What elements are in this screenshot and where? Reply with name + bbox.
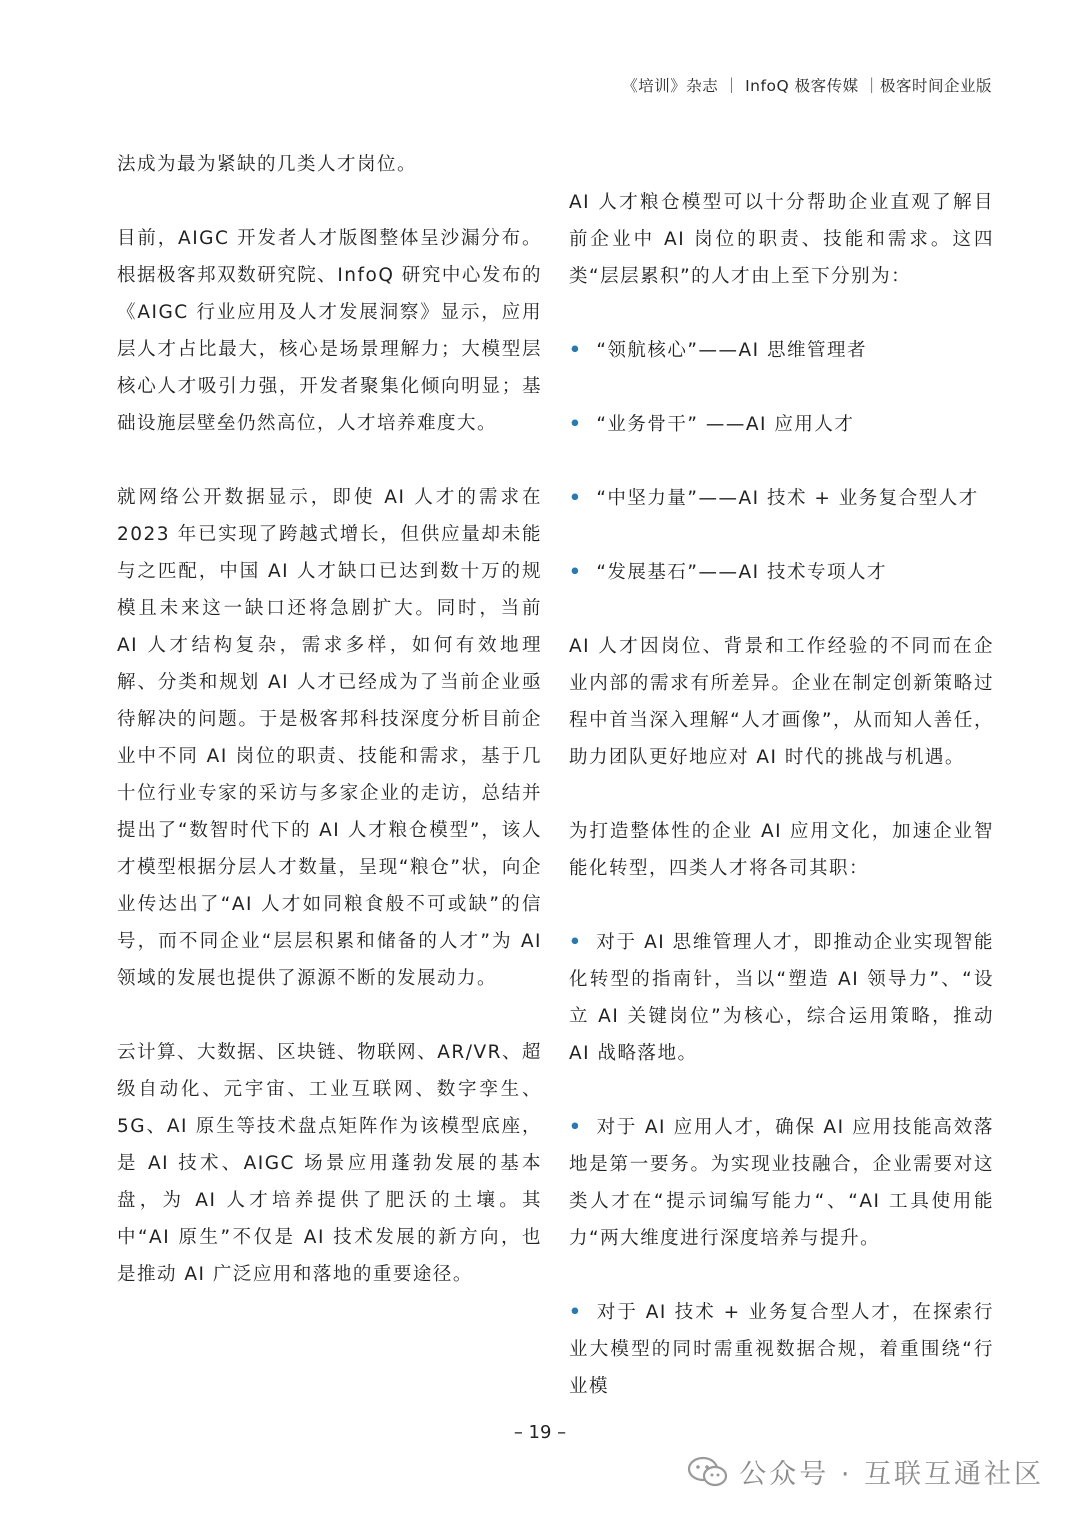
right-paragraph-1: AI 人才粮仓模型可以十分帮助企业直观了解目前企业中 AI 岗位的职责、技能和需求。这四类“层层累积”的人才由上至下分别为：: [569, 192, 994, 287]
right-paragraph-2: AI 人才因岗位、背景和工作经验的不同而在企业内部的需求有所差异。企业在制定创新策略过程中首当深入理解“人才画像”，从而知人善任，助力团队更好地应对 AI 时代的挑战与机遇。: [569, 636, 994, 768]
left-paragraph-4: 云计算、大数据、区块链、物联网、AR/VR、超级自动化、元宇宙、工业互联网、数字孪生、5G、AI 原生等技术盘点矩阵作为该模型底座，是 AI 技术、AIGC 场景应用蓬勃发展的基本盘，为 AI 人才培养提供了肥沃的土壤。其中“AI 原生”不仅是 AI 技术发展的新方向，也是推动 AI 广泛应用和落地的重要途径。: [117, 1042, 542, 1285]
duty-item-3: • 对于 AI 技术 + 业务复合型人才，在探索行业大模型的同时需重视数据合规，着重围绕“行业模: [569, 1302, 994, 1397]
duty-item-2: • 对于 AI 应用人才，确保 AI 应用技能高效落地是第一要务。为实现业技融合，企业需要对这类人才在“提示词编写能力“、“AI 工具使用能力“两大维度进行深度培养与提升。: [569, 1117, 994, 1249]
bullet-dot-icon: •: [569, 1302, 583, 1323]
bullet-dot-icon: •: [569, 562, 583, 583]
right-column: [569, 184, 994, 1442]
left-paragraph-2: 目前，AIGC 开发者人才版图整体呈沙漏分布。根据极客邦双数研究院、InfoQ 研究中心发布的《AIGC 行业应用及人才发展洞察》显示，应用层人才占比最大，核心是场景理解力；大模型层核心人才吸引力强，开发者聚集化倾向明显；基础设施层壁垒仍然高位，人才培养难度大。: [117, 228, 542, 434]
left-column: [117, 146, 542, 1330]
watermark-text: 公众号 · 互联互通社区: [739, 1459, 1044, 1490]
page-number: – 19 –: [513, 1422, 567, 1443]
duty-item-1: • 对于 AI 思维管理人才，即推动企业实现智能化转型的指南针，当以“塑造 AI 领导力”、“设立 AI 关键岗位”为核心，综合运用策略，推动 AI 战略落地。: [569, 932, 994, 1064]
bullet-dot-icon: •: [569, 414, 583, 435]
bullet-item-3: • “中坚力量”——AI 技术 + 业务复合型人才: [569, 488, 979, 509]
left-paragraph-3: 就网络公开数据显示，即使 AI 人才的需求在 2023 年已实现了跨越式增长，但供应量却未能与之匹配，中国 AI 人才缺口已达到数十万的规模且未来这一缺口还将急剧扩大。同时，当前 AI 人才结构复杂，需求多样，如何有效地理解、分类和规划 AI 人才已经成为了当前企业亟待解决的问题。于是极客邦科技深度分析目前企业中不同 AI 岗位的职责、技能和需求，基于几十位行业专家的采访与多家企业的走访，总结并提出了“数智时代下的 AI 人才粮仓模型”，该人才模型根据分层人才数量，呈现“粮仓”状，向企业传达出了“AI 人才如同粮食般不可或缺”的信号，而不同企业“层层积累和储备的人才”为 AI 领域的发展也提供了源源不断的发展动力。: [117, 487, 542, 989]
watermark: [687, 1452, 1044, 1491]
bullet-item-2: • “业务骨干” ——AI 应用人才: [569, 414, 855, 435]
bullet-item-4: • “发展基石”——AI 技术专项人才: [569, 562, 887, 583]
wechat-icon: [687, 1456, 729, 1488]
bullet-dot-icon: •: [569, 1117, 583, 1138]
bullet-dot-icon: •: [569, 488, 583, 509]
page-header: 《培训》杂志 ｜ InfoQ 极客传媒 ｜极客时间企业版: [622, 77, 992, 95]
bullet-item-1: • “领航核心”——AI 思维管理者: [569, 340, 867, 361]
bullet-dot-icon: •: [569, 932, 583, 953]
left-paragraph-1: 法成为最为紧缺的几类人才岗位。: [117, 154, 418, 175]
right-paragraph-3: 为打造整体性的企业 AI 应用文化，加速企业智能化转型，四类人才将各司其职：: [569, 821, 994, 879]
bullet-dot-icon: •: [569, 340, 583, 361]
